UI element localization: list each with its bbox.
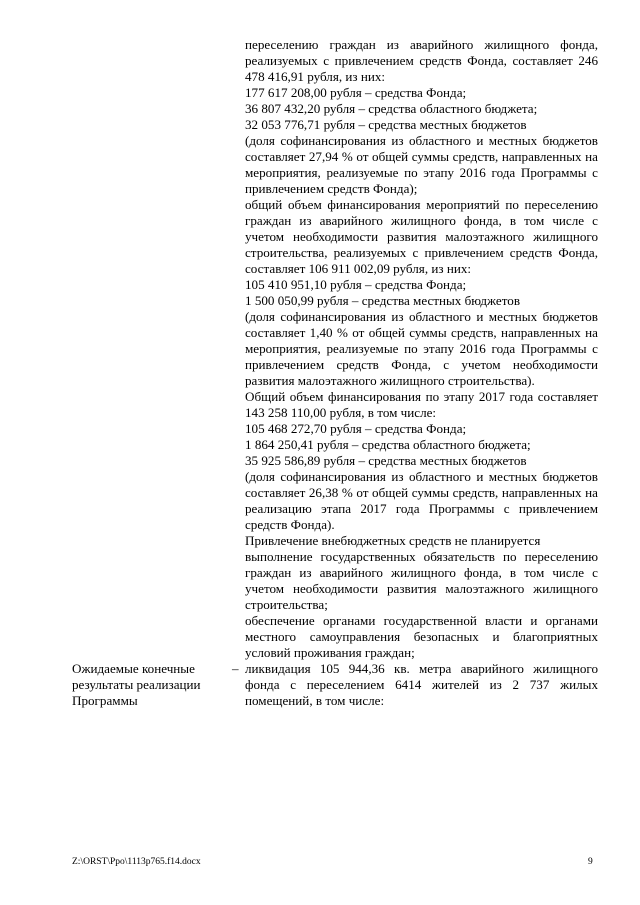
paragraph: 32 053 776,71 рубля – средства местных бюджетов: [245, 117, 527, 132]
paragraph: выполнение государственных обязательств по переселению граждан из аварийного жилищного фонда, в том числе с учетом необходимости развития малоэтажного жилищного строительства;: [245, 549, 598, 612]
paragraph: (доля софинансирования из областного и местных бюджетов составляет 26,38 % от общей суммы средств, направленных на реализацию этапа 2017 года Программы с привлечением средств Фонда).: [245, 469, 598, 532]
paragraph: (доля софинансирования из областного и местных бюджетов составляет 1,40 % от общей суммы средств, направленных на мероприятия, реализуемые по этапу 2016 года Программы с привлечением средств Фонда, с учетом необходимости развития малоэтажного жилищного строительства).: [245, 309, 598, 388]
label-dash: –: [232, 661, 239, 676]
expected-results-label: Ожидаемые конечные результаты реализации Программы: [72, 661, 201, 708]
paragraph: 1 500 050,99 рубля – средства местных бюджетов: [245, 293, 521, 308]
paragraph: переселению граждан из аварийного жилищного фонда, реализуемых с привлечением средств Фонда, составляет 246 478 416,91 рубля, из них:: [245, 37, 598, 84]
paragraph: (доля софинансирования из областного и местных бюджетов составляет 27,94 % от общей суммы средств, направленных на мероприятия, реализуемые по этапу 2016 года Программы с привлечением средств Фонда);: [245, 133, 598, 196]
paragraph: 105 468 272,70 рубля – средства Фонда;: [245, 421, 467, 436]
paragraph: обеспечение органами государственной власти и органами местного самоуправления безопасных и благоприятных условий проживания граждан;: [245, 613, 598, 660]
paragraph: 35 925 586,89 рубля – средства местных бюджетов: [245, 453, 527, 468]
page-number: 9: [588, 857, 593, 867]
paragraph: 105 410 951,10 рубля – средства Фонда;: [245, 277, 467, 292]
paragraph: 1 864 250,41 рубля – средства областного бюджета;: [245, 437, 531, 452]
paragraph: 36 807 432,20 рубля – средства областного бюджета;: [245, 101, 538, 116]
paragraph: Привлечение внебюджетных средств не планируется: [245, 533, 541, 548]
program-text-column: [245, 37, 598, 709]
paragraph: ликвидация 105 944,36 кв. метра аварийного жилищного фонда с переселением 6414 жителей из 2 737 жилых помещений, в том числе:: [245, 661, 598, 708]
paragraph: общий объем финансирования мероприятий по переселению граждан из аварийного жилищного фонда, в том числе с учетом необходимости развития малоэтажного жилищного строительства, реализуемых с привлечением средств Фонда, составляет 106 911 002,09 рубля, из них:: [245, 197, 598, 276]
paragraph: Общий объем финансирования по этапу 2017 года составляет 143 258 110,00 рубля, в том числе:: [245, 389, 598, 420]
paragraph: 177 617 208,00 рубля – средства Фонда;: [245, 85, 467, 100]
footer-file-path: Z:\ORST\Ppo\1113p765.f14.docx: [72, 857, 201, 867]
